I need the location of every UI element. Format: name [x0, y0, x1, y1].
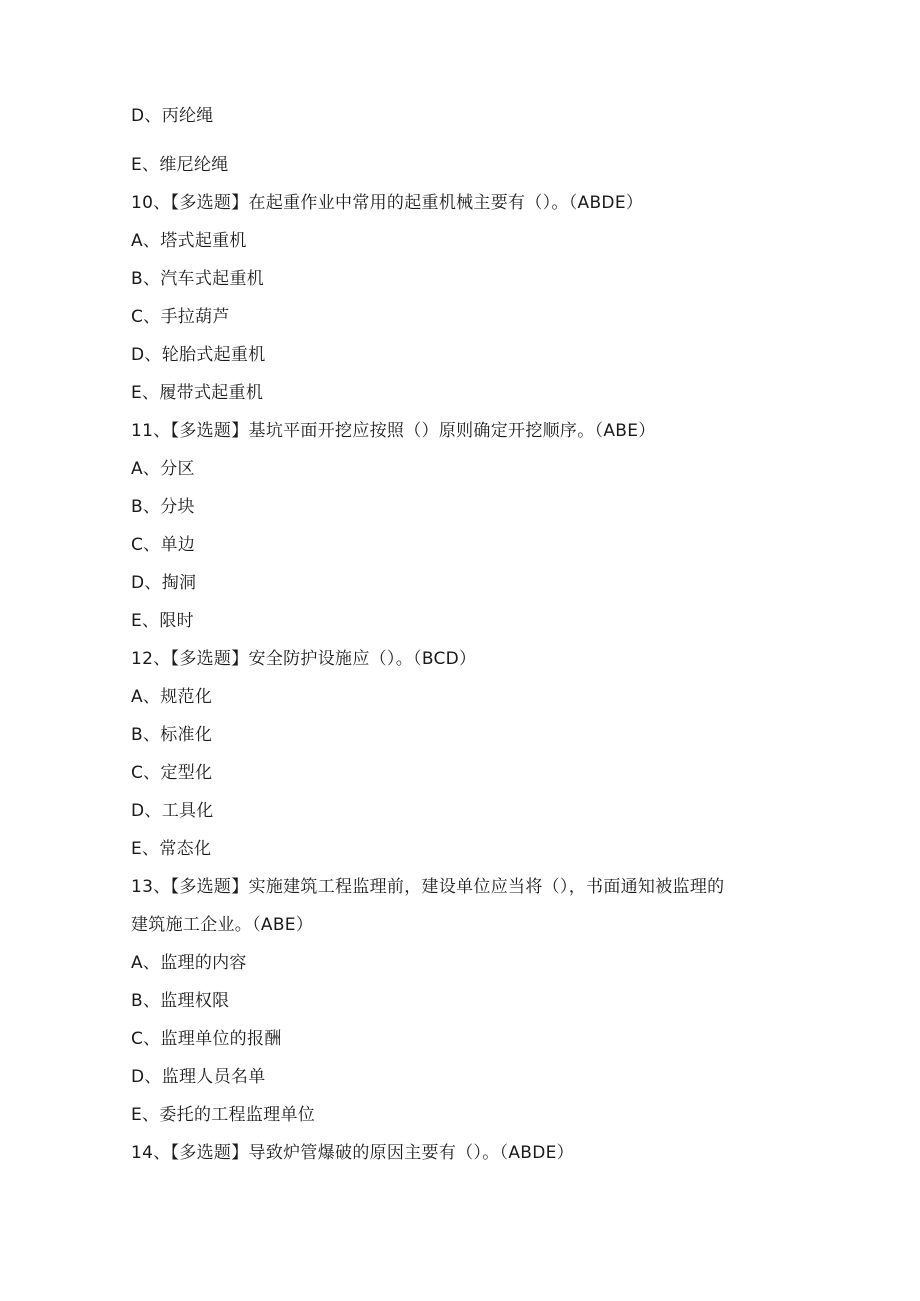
option-10b: B、汽车式起重机	[131, 269, 265, 289]
question-14: 14、【多选题】导致炉管爆破的原因主要有（）。（ABDE）	[131, 1143, 574, 1163]
option-11c: C、单边	[131, 535, 196, 555]
option-12b: B、标准化	[131, 725, 213, 745]
option-9d: D、丙纶绳	[131, 106, 214, 126]
option-12a: A、规范化	[131, 687, 213, 707]
option-10e: E、履带式起重机	[131, 383, 264, 403]
question-13: 13、【多选题】实施建筑工程监理前，建设单位应当将（），书面通知被监理的	[131, 877, 725, 897]
option-11b: B、分块	[131, 497, 195, 517]
option-10a: A、塔式起重机	[131, 231, 247, 251]
option-12c: C、定型化	[131, 763, 213, 783]
option-11a: A、分区	[131, 459, 195, 479]
option-11e: E、限时	[131, 611, 194, 631]
option-13c: C、监理单位的报酬	[131, 1029, 282, 1049]
question-11: 11、【多选题】基坑平面开挖应按照（）原则确定开挖顺序。（ABE）	[131, 421, 656, 441]
option-13a: A、监理的内容	[131, 953, 247, 973]
option-12e: E、常态化	[131, 839, 212, 859]
question-13-continuation: 建筑施工企业。（ABE）	[131, 915, 314, 935]
option-13b: B、监理权限	[131, 991, 230, 1011]
option-10c: C、手拉葫芦	[131, 307, 230, 327]
option-13e: E、委托的工程监理单位	[131, 1105, 316, 1125]
question-12: 12、【多选题】安全防护设施应（）。（BCD）	[131, 649, 477, 669]
option-13d: D、监理人员名单	[131, 1067, 266, 1087]
option-11d: D、掏洞	[131, 573, 197, 593]
option-10d: D、轮胎式起重机	[131, 345, 266, 365]
question-10: 10、【多选题】在起重作业中常用的起重机械主要有（）。（ABDE）	[131, 193, 644, 213]
option-12d: D、工具化	[131, 801, 214, 821]
option-9e: E、维尼纶绳	[131, 155, 229, 175]
